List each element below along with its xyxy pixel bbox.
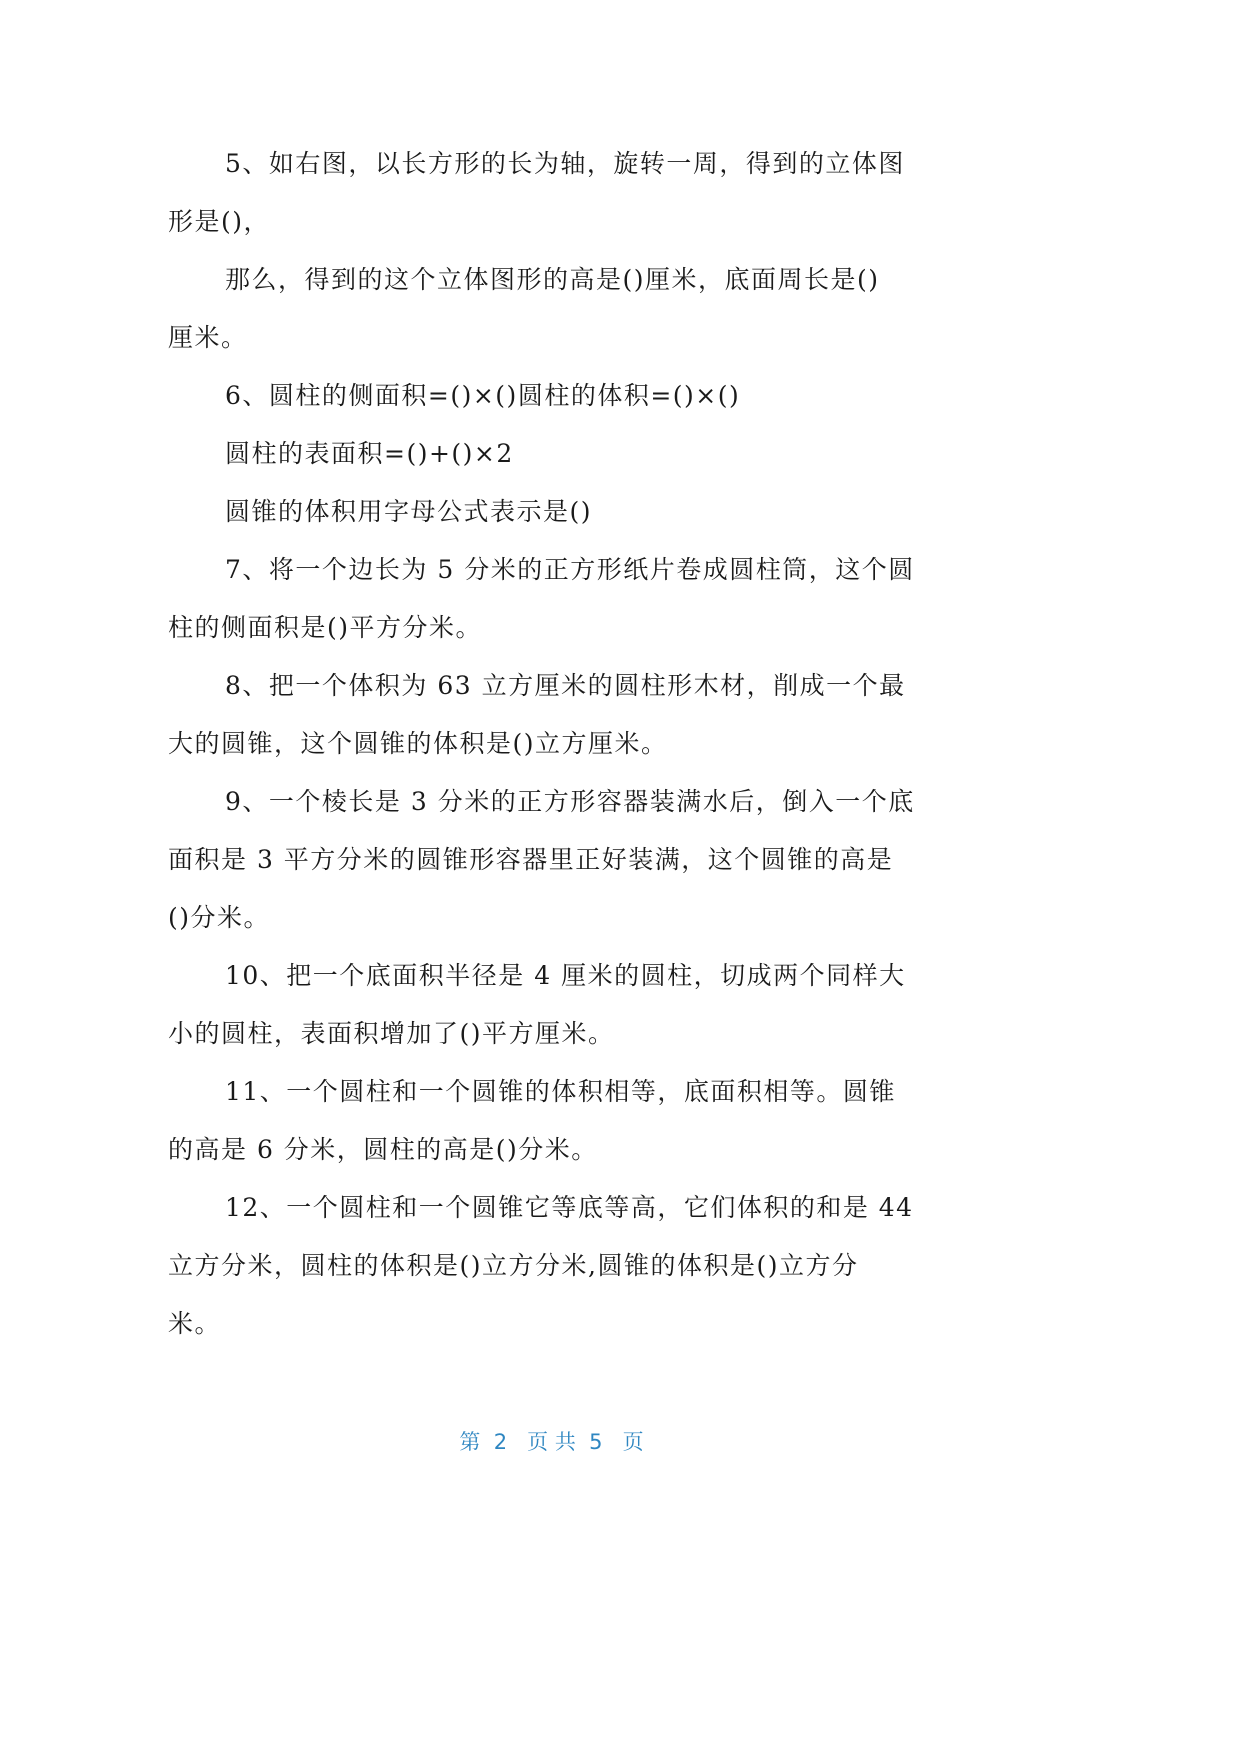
text-line: 7、将一个边长为 5 分米的正方形纸片卷成圆柱筒，这个圆 [225,555,915,584]
text-line: 厘米。 [168,323,248,352]
text-line: 11、一个圆柱和一个圆锥的体积相等，底面积相等。圆锥 [225,1077,896,1106]
text-line: 的高是 6 分米，圆柱的高是()分米。 [168,1135,598,1164]
text-line: 那么，得到的这个立体图形的高是()厘米，底面周长是() [225,265,880,294]
text-line: 5、如右图，以长方形的长为轴，旋转一周，得到的立体图 [225,149,905,178]
text-line: 立方分米，圆柱的体积是()立方分米,圆锥的体积是()立方分 [168,1251,859,1280]
text-line: 12、一个圆柱和一个圆锥它等底等高，它们体积的和是 44 [225,1193,914,1222]
text-line: 8、把一个体积为 63 立方厘米的圆柱形木材，削成一个最 [225,671,906,700]
text-line: 柱的侧面积是()平方分米。 [168,613,483,642]
text-line: 10、把一个底面积半径是 4 厘米的圆柱，切成两个同样大 [225,961,906,990]
text-line: 圆柱的表面积=()+()×2 [225,439,514,468]
text-line: 米。 [168,1309,222,1338]
text-line: 6、圆柱的侧面积=()×()圆柱的体积=()×() [225,381,741,410]
text-line: 大的圆锥，这个圆锥的体积是()立方厘米。 [168,729,668,758]
text-line: ()分米。 [168,903,271,932]
text-line: 圆锥的体积用字母公式表示是() [225,497,593,526]
text-line: 9、一个棱长是 3 分米的正方形容器装满水后，倒入一个底 [225,787,915,816]
text-line: 小的圆柱，表面积增加了()平方厘米。 [168,1019,615,1048]
page-footer: 第 2 页 共 5 页 [459,1430,644,1454]
text-line: 面积是 3 平方分米的圆锥形容器里正好装满，这个圆锥的高是 [168,845,894,874]
text-line: 形是()， [168,207,271,236]
